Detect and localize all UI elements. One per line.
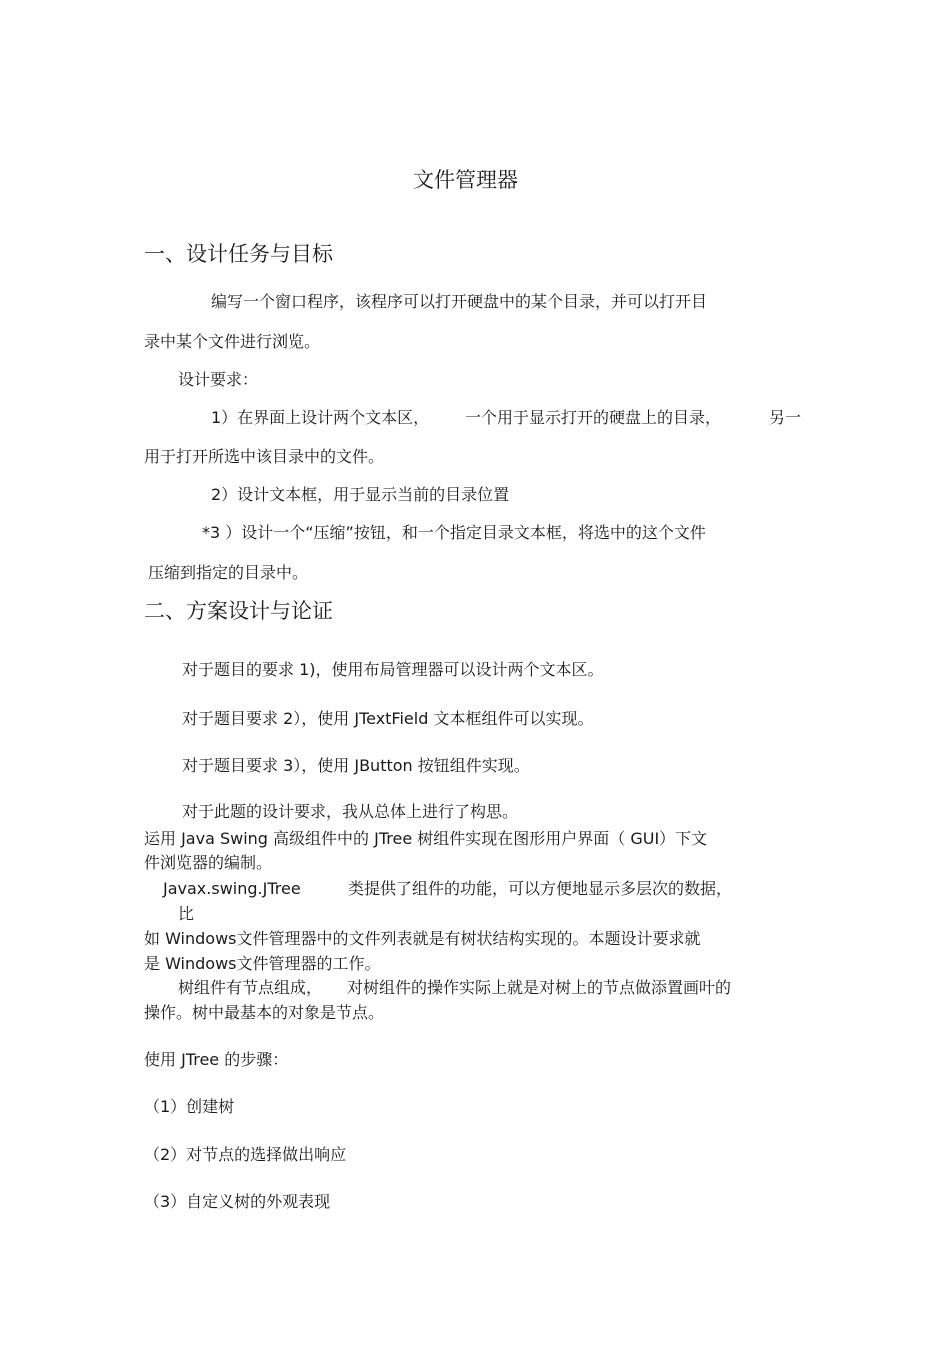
requirement-1-part-a: 1）在界面上设计两个文本区， bbox=[211, 408, 430, 427]
jtree-step-3: （3）自定义树的外观表现 bbox=[144, 1192, 331, 1211]
design-paragraph-6-part-c: 比 bbox=[178, 904, 195, 923]
requirement-3-line-1: *3 ）设计一个“压缩”按钮，和一个指定目录文本框，将选中的这个文件 bbox=[202, 523, 706, 542]
design-paragraph-5-line-2: 件浏览器的编制。 bbox=[144, 853, 273, 872]
design-paragraph-6-line-3: 是 Windows文件管理器的工作。 bbox=[144, 954, 381, 973]
design-paragraph-4: 对于此题的设计要求，我从总体上进行了构思。 bbox=[182, 802, 519, 821]
design-paragraph-5-line-1: 运用 Java Swing 高级组件中的 JTree 树组件实现在图形用户界面（ GUI）下文 bbox=[144, 829, 708, 848]
document-title: 文件管理器 bbox=[413, 168, 518, 192]
design-paragraph-7-part-b: 对树组件的操作实际上就是对树上的节点做添置画叶的 bbox=[347, 978, 732, 997]
design-paragraph-7-line-2: 操作。树中最基本的对象是节点。 bbox=[144, 1003, 385, 1022]
requirement-3-line-2: 压缩到指定的目录中。 bbox=[148, 563, 309, 582]
requirement-2: 2）设计文本框，用于显示当前的目录位置 bbox=[211, 485, 510, 504]
design-paragraph-3: 对于题目要求 3），使用 JButton 按钮组件实现。 bbox=[182, 756, 530, 775]
intro-line-2: 录中某个文件进行浏览。 bbox=[144, 332, 321, 351]
design-paragraph-2: 对于题目要求 2），使用 JTextField 文本框组件可以实现。 bbox=[182, 709, 594, 728]
requirement-1-line-2: 用于打开所选中该目录中的文件。 bbox=[144, 447, 385, 466]
design-paragraph-1: 对于题目的要求 1)，使用布局管理器可以设计两个文本区。 bbox=[182, 660, 604, 679]
design-paragraph-6-line-2: 如 Windows文件管理器中的文件列表就是有树状结构实现的。本题设计要求就 bbox=[144, 929, 701, 948]
design-paragraph-6-part-b: 类提供了组件的功能，可以方便地显示多层次的数据， bbox=[348, 879, 733, 898]
jtree-class-name: Javax.swing.JTree bbox=[163, 879, 301, 898]
design-paragraph-7-part-a: 树组件有节点组成， bbox=[178, 978, 323, 997]
section-heading-2: 二、方案设计与论证 bbox=[144, 599, 333, 623]
jtree-step-2: （2）对节点的选择做出响应 bbox=[144, 1145, 347, 1164]
requirement-1-part-c: 另一 bbox=[769, 408, 802, 427]
requirement-1-part-b: 一个用于显示打开的硬盘上的目录， bbox=[465, 408, 722, 427]
section-heading-1: 一、设计任务与目标 bbox=[144, 242, 333, 266]
jtree-steps-label: 使用 JTree 的步骤： bbox=[144, 1050, 289, 1069]
requirements-label: 设计要求： bbox=[178, 370, 259, 389]
intro-line-1: 编写一个窗口程序，该程序可以打开硬盘中的某个目录，并可以打开目 bbox=[211, 292, 708, 311]
jtree-step-1: （1）创建树 bbox=[144, 1097, 235, 1116]
